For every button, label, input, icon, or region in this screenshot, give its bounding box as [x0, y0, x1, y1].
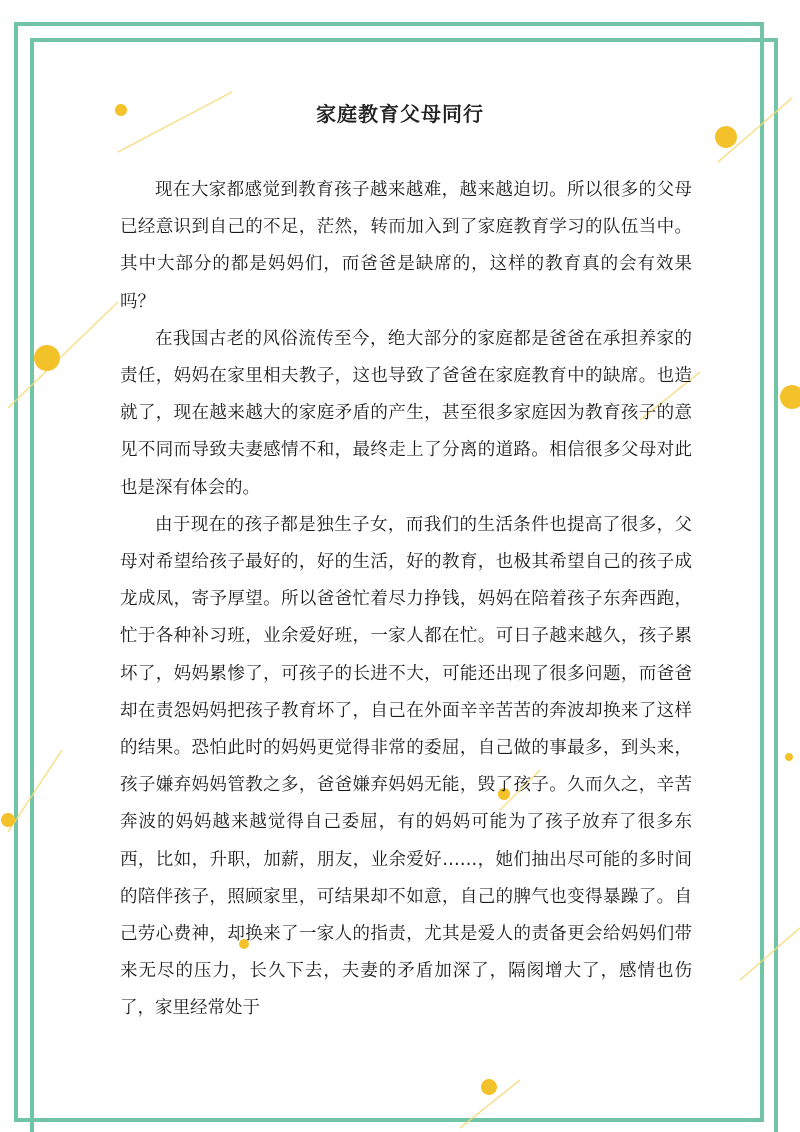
paragraph: 由于现在的孩子都是独生子女，而我们的生活条件也提高了很多，父母对希望给孩子最好的，好的生活，好的教育，也极其希望自己的孩子成龙成凤，寄予厚望。所以爸爸忙着尽力挣钱，妈妈在陪着孩子东奔西跑，忙于各种补习班，业余爱好班，一家人都在忙。可日子越来越久，孩子累坏了，妈妈累惨了，可孩子的长进不大，可能还出现了很多问题，而爸爸却在责怨妈妈把孩子教育坏了，自己在外面辛辛苦苦的奔波却换来了这样的结果。恐怕此时的妈妈更觉得非常的委屈，自己做的事最多，到头来，孩子嫌弃妈妈管教之多，爸爸嫌弃妈妈无能，毁了孩子。久而久之，辛苦奔波的妈妈越来越觉得自己委屈，有的妈妈可能为了孩子放弃了很多东西，比如，升职，加薪，朋友，业余爱好……，她们抽出尽可能的多时间的陪伴孩子，照顾家里，可结果却不如意，自己的脾气也变得暴躁了。自己劳心费神，却换来了一家人的指责，尤其是爱人的责备更会给妈妈们带来无尽的压力，长久下去，夫妻的矛盾加深了，隔阂增大了，感情也伤了，家里经常处于 — [120, 514, 692, 1019]
document-title: 家庭教育父母同行 — [316, 102, 484, 126]
decor-dot — [780, 385, 800, 409]
decor-line — [740, 928, 800, 980]
document-body — [120, 172, 692, 1028]
decor-line — [8, 302, 118, 408]
decor-dot — [1, 813, 15, 827]
decor-dot — [481, 1079, 497, 1095]
decor-dot — [785, 753, 793, 761]
paragraph: 在我国古老的风俗流传至今，绝大部分的家庭都是爸爸在承担养家的责任，妈妈在家里相夫教子，这也导致了爸爸在家庭教育中的缺席。也造就了，现在越来越大的家庭矛盾的产生，甚至很多家庭因为教育孩子的意见不同而导致夫妻感情不和，最终走上了分离的道路。相信很多父母对此也是深有体会的。 — [120, 328, 692, 498]
paragraph: 现在大家都感觉到教育孩子越来越难，越来越迫切。所以很多的父母已经意识到自己的不足，茫然，转而加入到了家庭教育学习的队伍当中。其中大部分的都是妈妈们，而爸爸是缺席的，这样的教育真的会有效果吗？ — [120, 180, 692, 312]
decor-line — [8, 750, 62, 832]
decor-dot — [715, 126, 737, 148]
decor-dot — [34, 345, 60, 371]
